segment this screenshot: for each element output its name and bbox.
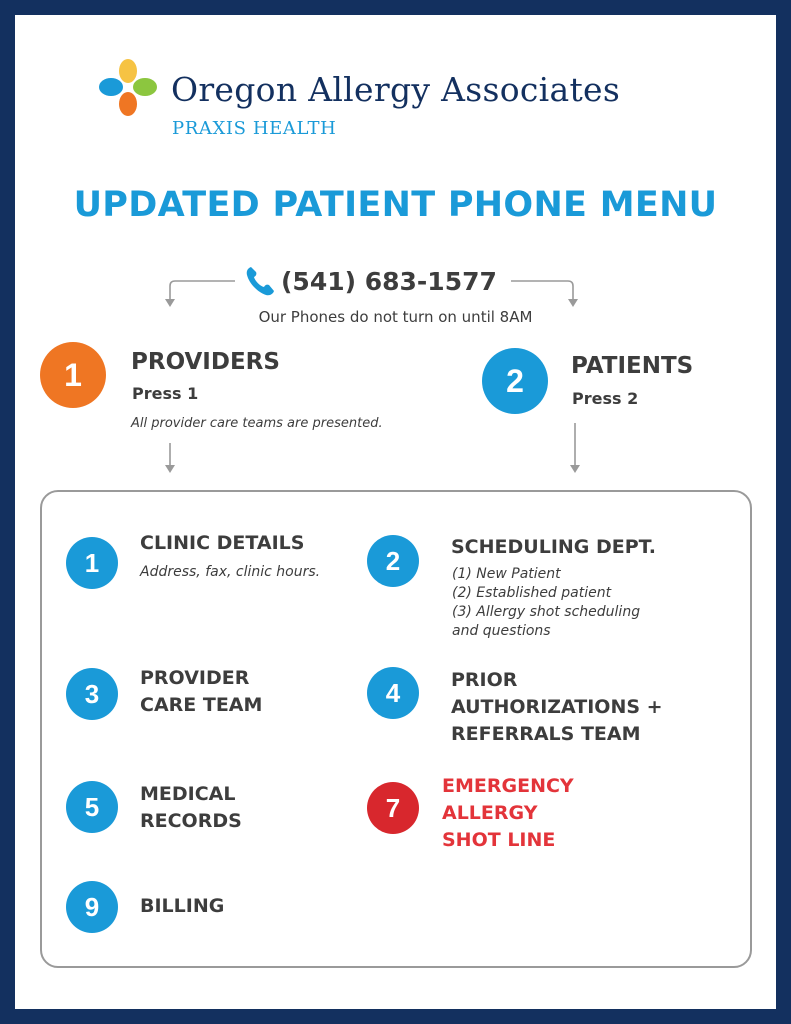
providers-digit-badge: 1 xyxy=(40,342,106,408)
page-title: UPDATED PATIENT PHONE MENU xyxy=(73,185,718,225)
option-billing: BILLING xyxy=(140,895,225,917)
patients-digit-badge: 2 xyxy=(482,348,548,414)
option-9-badge: 9 xyxy=(66,881,118,933)
option-2-note-4: and questions xyxy=(452,623,551,639)
providers-title: PROVIDERS xyxy=(131,349,280,375)
phone-hours-note: Our Phones do not turn on until 8AM xyxy=(258,308,533,326)
providers-press: Press 1 xyxy=(132,384,199,403)
phone-icon xyxy=(243,264,277,298)
option-medical-records: MEDICAL RECORDS xyxy=(140,783,242,832)
phone-number[interactable]: (541) 683-1577 xyxy=(281,266,497,296)
option-2-badge: 2 xyxy=(367,535,419,587)
option-1-badge: 1 xyxy=(66,537,118,589)
phone-line xyxy=(243,263,497,299)
patients-title: PATIENTS xyxy=(571,353,694,379)
option-3-badge: 3 xyxy=(66,668,118,720)
phone-menu-flyer xyxy=(15,15,776,1009)
providers-note: All provider care teams are presented. xyxy=(131,416,383,431)
patients-press: Press 2 xyxy=(572,389,639,408)
option-4-badge: 4 xyxy=(367,667,419,719)
option-emergency-shot-line: EMERGENCY ALLERGY SHOT LINE xyxy=(442,775,574,851)
option-provider-care-team: PROVIDER CARE TEAM xyxy=(140,667,263,716)
option-7-badge: 7 xyxy=(367,782,419,834)
option-2-note-2: (2) Established patient xyxy=(452,585,612,601)
option-2-note-1: (1) New Patient xyxy=(452,566,561,582)
option-prior-authorizations: PRIOR AUTHORIZATIONS + REFERRALS TEAM xyxy=(451,669,663,745)
praxis-logo-icon xyxy=(97,57,159,119)
option-5-badge: 5 xyxy=(66,781,118,833)
option-clinic-details: CLINIC DETAILS xyxy=(140,532,305,554)
brand-subtitle: PRAXIS HEALTH xyxy=(172,118,337,139)
brand-name: Oregon Allergy Associates xyxy=(171,70,621,109)
option-2-note-3: (3) Allergy shot scheduling xyxy=(452,604,641,620)
option-scheduling-dept: SCHEDULING DEPT. xyxy=(451,536,656,558)
option-1-note: Address, fax, clinic hours. xyxy=(140,564,321,580)
